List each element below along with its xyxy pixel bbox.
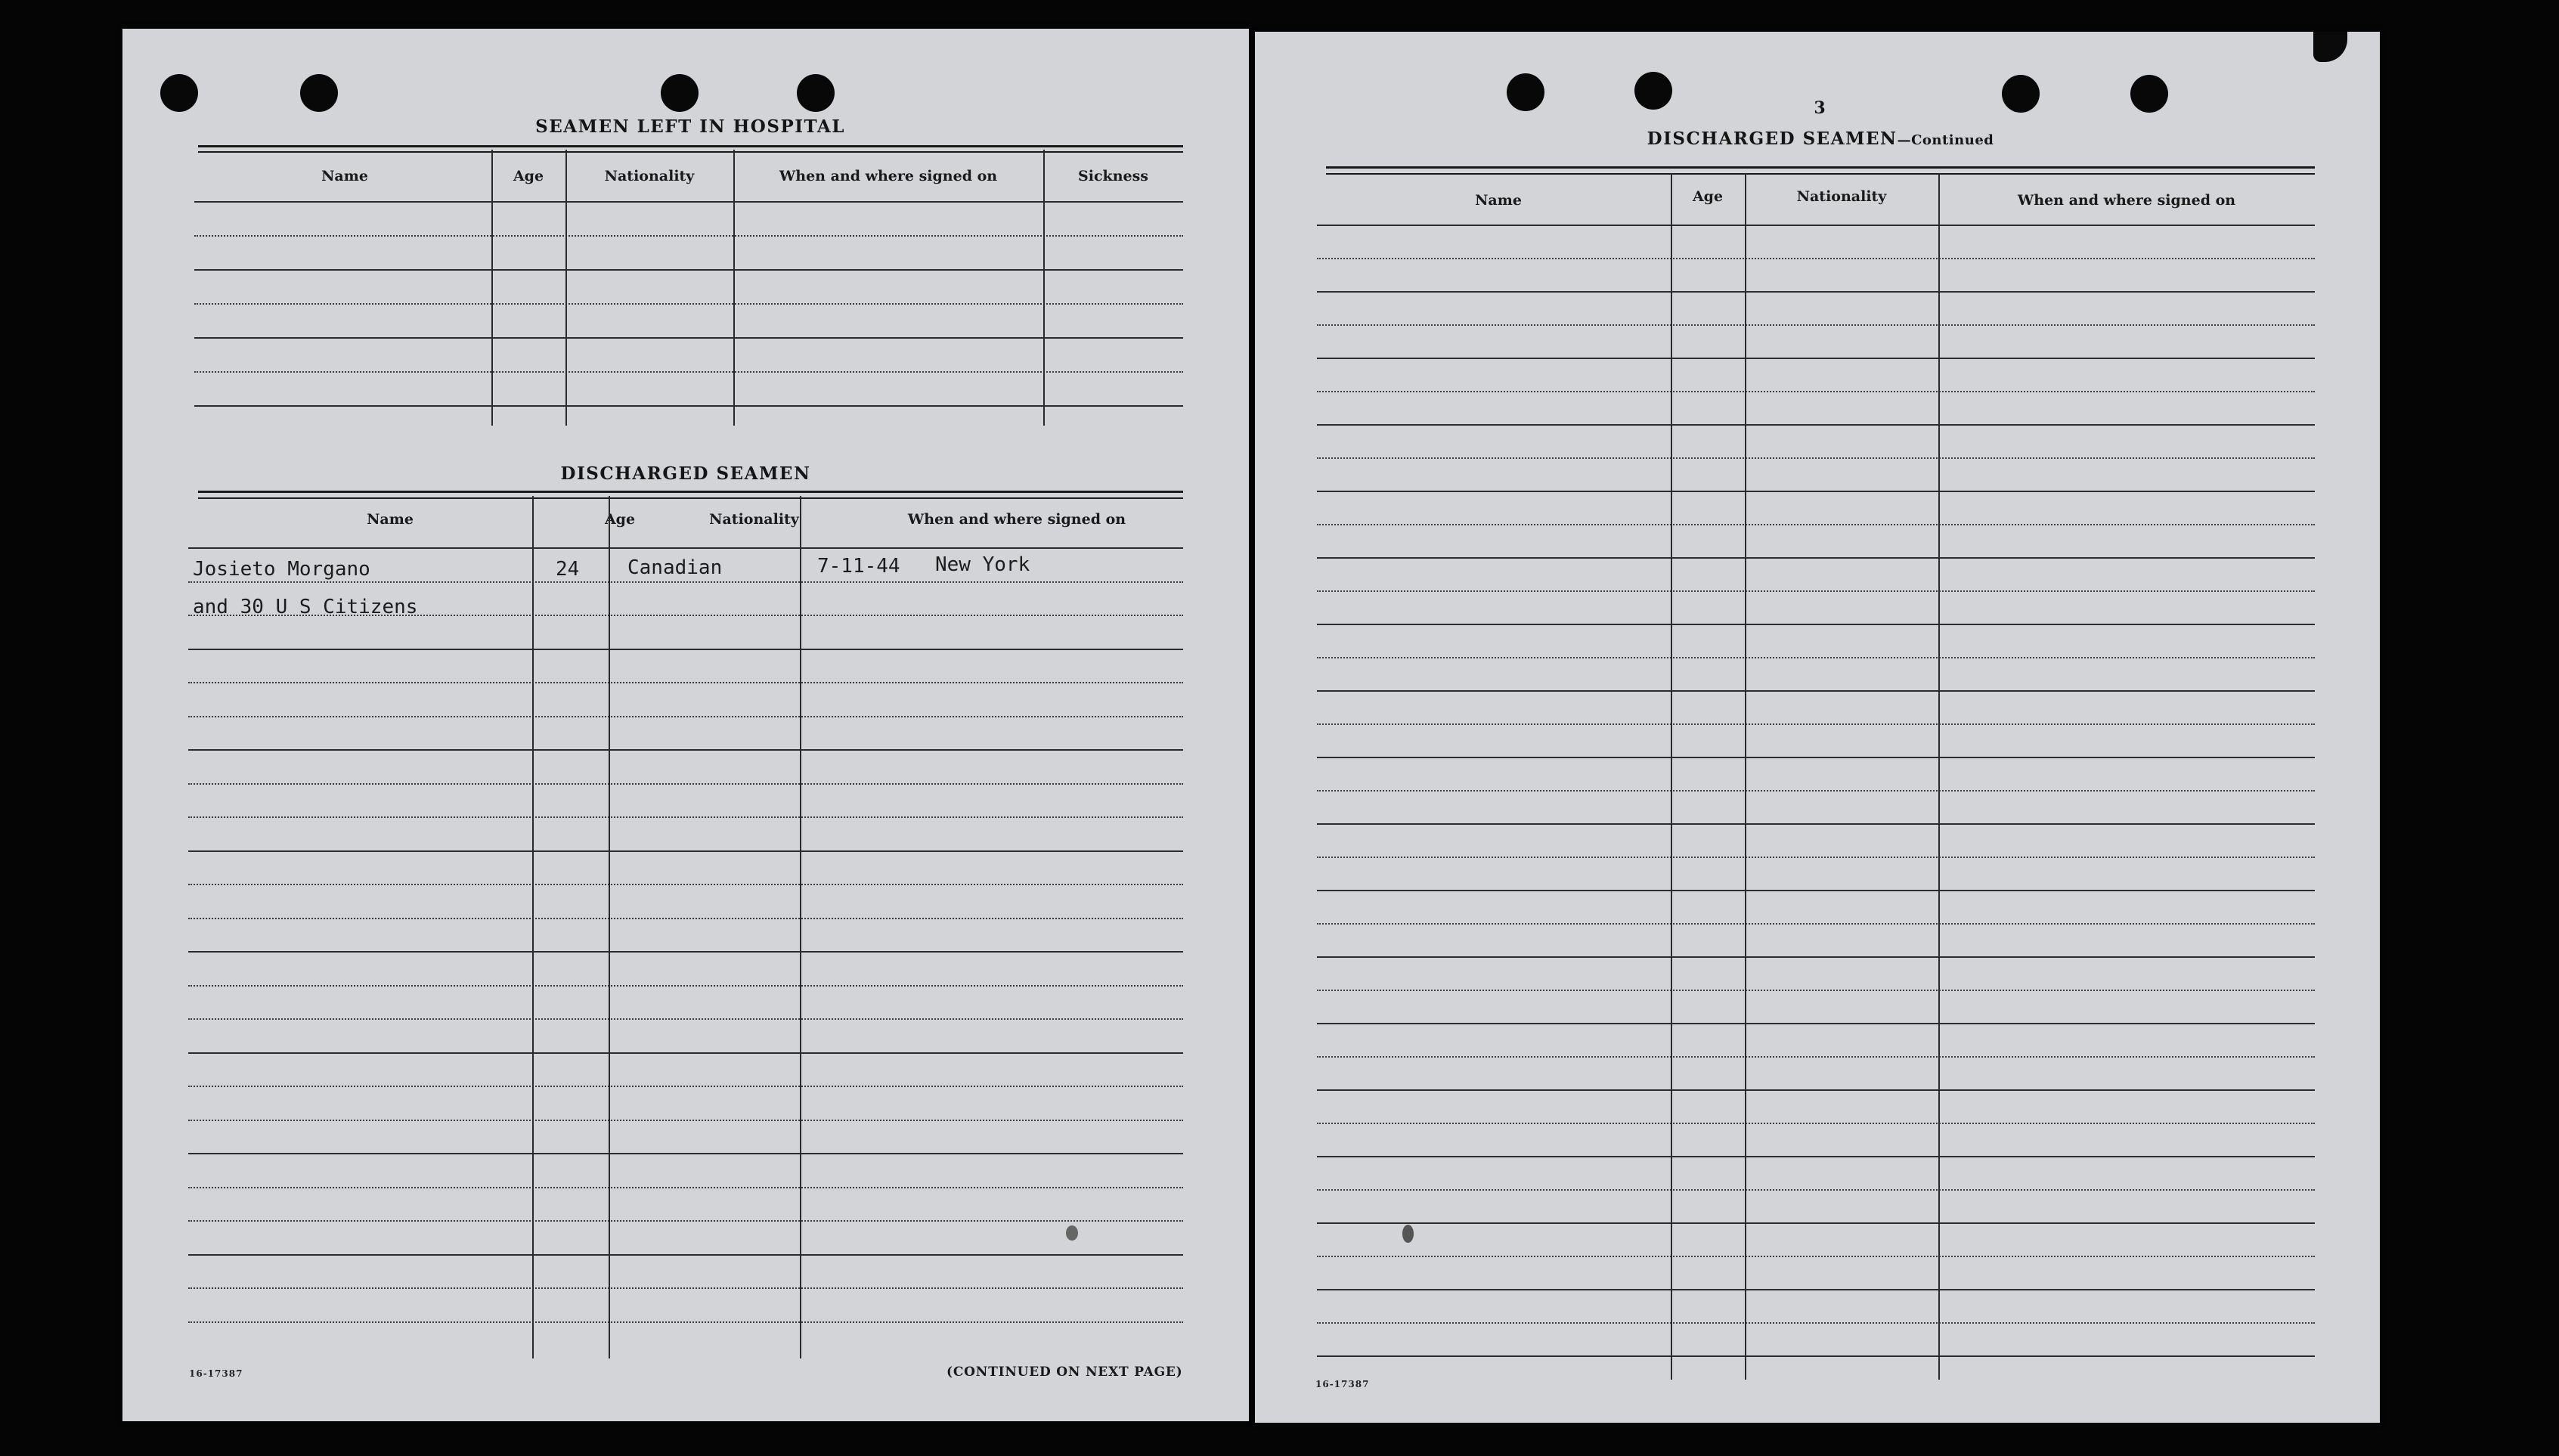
row-rule	[188, 1321, 1183, 1323]
row-rule	[188, 1052, 1183, 1054]
row-rule	[188, 985, 1183, 987]
row-rule	[188, 547, 1183, 549]
hospital-col-nationality: Nationality	[604, 168, 695, 184]
column-rule	[800, 496, 801, 1358]
row-rule	[194, 405, 1183, 407]
entry-date: 7-11-44	[817, 555, 900, 578]
punch-hole	[2002, 75, 2040, 113]
row-rule	[1317, 1089, 2315, 1091]
row-rule	[194, 303, 1183, 305]
punch-hole	[2130, 75, 2168, 113]
discharged-top-rule	[198, 497, 1183, 499]
row-rule	[1317, 956, 2315, 958]
discharged-section-title: DISCHARGED SEAMEN	[560, 463, 811, 484]
ink-spot	[1402, 1225, 1414, 1243]
row-rule	[194, 235, 1183, 237]
right-col-name: Name	[1475, 192, 1522, 209]
row-rule	[1317, 1156, 2315, 1157]
row-rule	[188, 850, 1183, 852]
row-rule	[1317, 857, 2315, 858]
column-rule	[532, 496, 534, 1358]
right-section-title-main: DISCHARGED SEAMEN	[1647, 129, 1898, 149]
row-rule	[188, 783, 1183, 785]
row-rule	[1317, 790, 2315, 792]
hospital-col-age: Age	[513, 168, 544, 184]
row-rule	[188, 884, 1183, 885]
column-rule	[1671, 173, 1672, 1380]
hospital-col-name: Name	[321, 168, 368, 184]
discharged-col-name: Name	[367, 511, 414, 528]
punch-hole	[160, 74, 198, 112]
row-rule	[188, 749, 1183, 751]
discharged-col-nationality: Nationality	[709, 511, 799, 528]
right-col-signed-on: When and where signed on	[2017, 192, 2236, 209]
row-rule	[1317, 690, 2315, 692]
row-rule	[1317, 491, 2315, 492]
discharged-col-signed-on: When and where signed on	[907, 511, 1126, 528]
row-rule	[1317, 324, 2315, 326]
hospital-top-rule	[198, 145, 1183, 147]
row-rule	[1317, 424, 2315, 426]
row-rule	[1317, 823, 2315, 825]
hospital-col-signed-on: When and where signed on	[779, 168, 998, 184]
row-rule	[194, 337, 1183, 339]
row-rule	[188, 1220, 1183, 1222]
row-rule	[1317, 1322, 2315, 1324]
row-rule	[1317, 1189, 2315, 1191]
right-col-age: Age	[1692, 188, 1724, 205]
hospital-col-sickness: Sickness	[1078, 168, 1148, 184]
row-rule	[1317, 757, 2315, 758]
row-rule	[1317, 990, 2315, 991]
punch-hole	[1507, 73, 1544, 111]
row-rule	[1317, 291, 2315, 293]
row-rule	[188, 918, 1183, 919]
entry-nationality: Canadian	[627, 556, 723, 579]
column-rule	[1745, 173, 1746, 1380]
row-rule	[188, 816, 1183, 818]
row-rule	[1317, 557, 2315, 559]
left-page	[122, 29, 1249, 1421]
row-rule	[1317, 358, 2315, 359]
hospital-top-rule	[198, 151, 1183, 153]
right-col-nationality: Nationality	[1796, 188, 1887, 205]
row-rule	[1317, 723, 2315, 725]
right-section-title	[1647, 129, 1994, 149]
row-rule	[1317, 657, 2315, 658]
row-rule	[188, 581, 1183, 583]
right-page	[1255, 32, 2380, 1423]
row-rule	[1317, 1123, 2315, 1124]
page-number: 3	[1814, 98, 1826, 118]
row-rule	[1317, 1355, 2315, 1357]
punch-hole	[300, 74, 338, 112]
column-rule	[565, 150, 567, 426]
row-rule	[1317, 590, 2315, 592]
form-number: 16-17387	[1315, 1379, 1370, 1389]
entry-name: Josieto Morgano	[193, 558, 370, 581]
right-section-title-suffix: —Continued	[1897, 132, 1994, 148]
row-rule	[1317, 1023, 2315, 1024]
entry-age: 24	[556, 558, 580, 581]
row-rule	[188, 1120, 1183, 1121]
row-rule	[1317, 258, 2315, 259]
row-rule	[1317, 391, 2315, 392]
row-rule	[194, 371, 1183, 373]
discharged-col-age: Age	[604, 511, 636, 528]
entry-name: and 30 U S Citizens	[193, 596, 418, 618]
continued-note: (CONTINUED ON NEXT PAGE)	[946, 1365, 1183, 1380]
punch-hole	[797, 74, 835, 112]
discharged-top-rule	[198, 491, 1183, 493]
row-rule	[188, 1153, 1183, 1154]
row-rule	[188, 951, 1183, 953]
row-rule	[188, 1187, 1183, 1188]
right-top-rule	[1326, 166, 2315, 169]
row-rule	[1317, 457, 2315, 459]
punch-hole	[1634, 72, 1672, 110]
paper-clip-shadow	[2313, 32, 2347, 62]
column-rule	[609, 496, 610, 1358]
column-rule	[733, 150, 735, 426]
row-rule	[1317, 1222, 2315, 1224]
column-rule	[1938, 173, 1940, 1380]
row-rule	[1317, 524, 2315, 525]
row-rule	[194, 269, 1183, 271]
hospital-section-title: SEAMEN LEFT IN HOSPITAL	[535, 116, 845, 137]
ink-spot	[1066, 1225, 1078, 1241]
entry-place: New York	[935, 553, 1030, 576]
punch-hole	[661, 74, 699, 112]
row-rule	[188, 649, 1183, 650]
row-rule	[188, 1287, 1183, 1289]
column-rule	[491, 150, 493, 426]
row-rule	[1317, 225, 2315, 226]
form-number: 16-17387	[189, 1368, 243, 1379]
row-rule	[188, 1086, 1183, 1087]
row-rule	[1317, 1256, 2315, 1257]
row-rule	[194, 201, 1183, 203]
row-rule	[188, 1254, 1183, 1256]
row-rule	[1317, 1289, 2315, 1290]
row-rule	[1317, 1056, 2315, 1058]
right-top-rule	[1326, 173, 2315, 175]
row-rule	[1317, 923, 2315, 925]
row-rule	[188, 716, 1183, 717]
column-rule	[1043, 150, 1045, 426]
row-rule	[1317, 624, 2315, 625]
row-rule	[188, 1018, 1183, 1020]
row-rule	[1317, 890, 2315, 891]
row-rule	[188, 682, 1183, 683]
